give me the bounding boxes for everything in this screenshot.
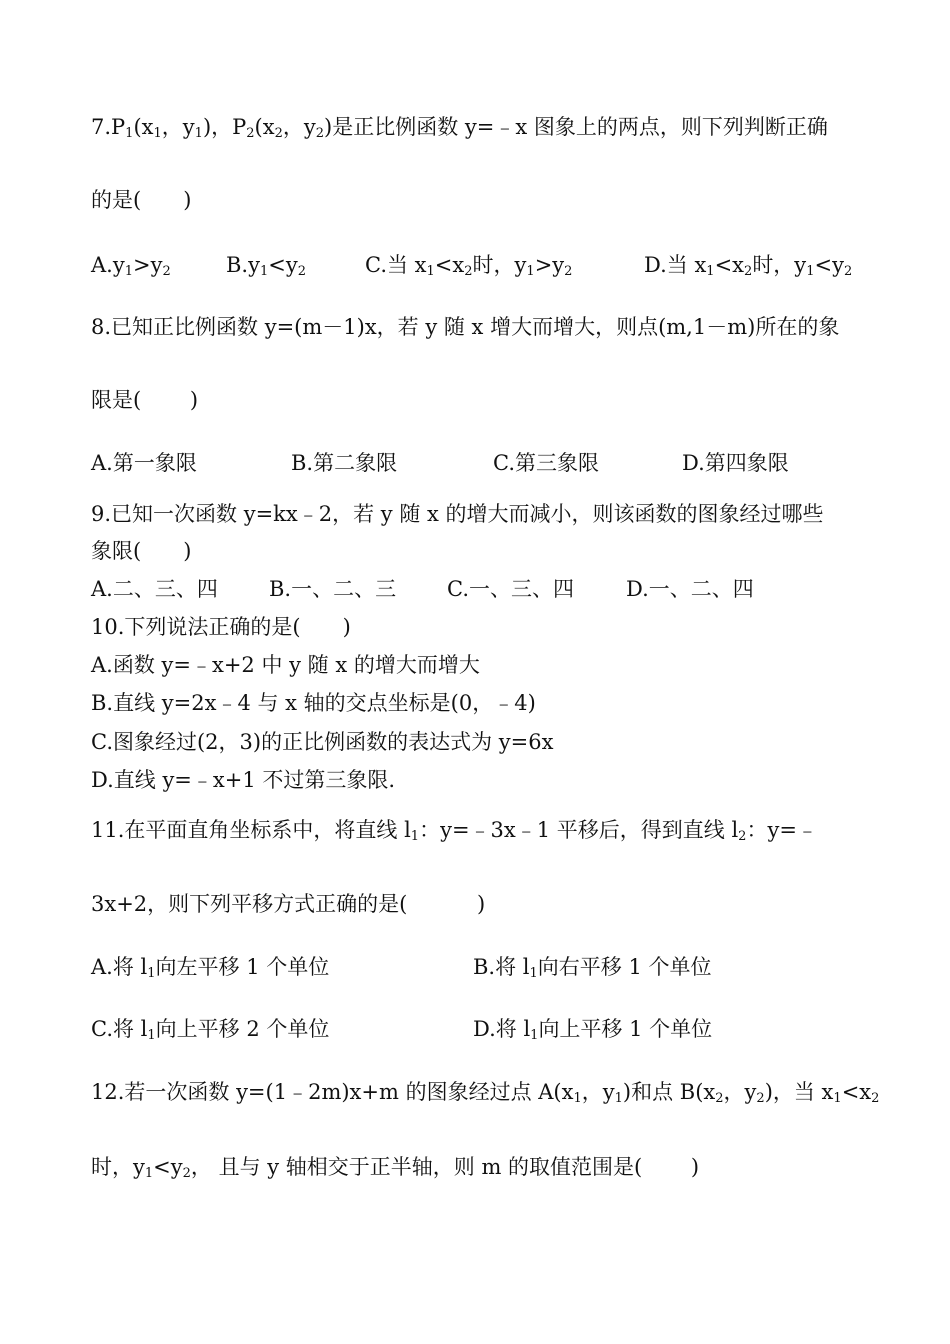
q7-option-c: C.当 $x_1<x_2$时，$y_1>y_2$ bbox=[365, 253, 573, 279]
q10-stem: 10.下列说法正确的是( ) bbox=[91, 615, 351, 639]
q7-stem-line1: $7.P_1(x_1$，$y_1$)，$P_2(x_2$，$y_2$)是正比例函数 y=﹣x 图象上的两点，则下列判断正确 bbox=[91, 115, 828, 141]
q10-option-c: C.图象经过(2，3)的正比例函数的表达式为 y=6x bbox=[91, 730, 554, 754]
q7-option-a: $A.y_1>y_2$ bbox=[91, 253, 171, 279]
q11-option-d: D.将 $l_1$向上平移 1 个单位 bbox=[473, 1017, 713, 1043]
q9-stem-line1: 9.已知一次函数 y=kx﹣2，若 y 随 x 的增大而减小，则该函数的图象经过哪些 bbox=[91, 502, 824, 526]
q11-stem-line2: 3x+2，则下列平移方式正确的是( ) bbox=[91, 892, 486, 916]
q9-option-b: B.一、二、三 bbox=[269, 577, 397, 601]
q9-option-d: D.一、二、四 bbox=[626, 577, 754, 601]
q7-option-b: $B.y_1<y_2$ bbox=[226, 253, 307, 279]
q11-option-b: B.将 $l_1$向右平移 1 个单位 bbox=[473, 955, 712, 981]
q8-option-c: C.第三象限 bbox=[493, 451, 599, 475]
q8-option-a: A.第一象限 bbox=[91, 451, 197, 475]
q9-option-a: A.二、三、四 bbox=[91, 577, 218, 601]
q9-option-c: C.一、三、四 bbox=[447, 577, 574, 601]
q10-option-d: D.直线 y=﹣x+1 不过第三象限. bbox=[91, 768, 396, 792]
q8-option-d: D.第四象限 bbox=[682, 451, 789, 475]
q9-stem-line2: 象限( ) bbox=[91, 539, 192, 563]
q10-option-a: A.函数 y=﹣x+2 中 y 随 x 的增大而增大 bbox=[91, 653, 480, 677]
q11-stem-line1: 11.在平面直角坐标系中，将直线 $l_1$：y=﹣3x﹣1 平移后，得到直线 $l_2$：y=﹣ bbox=[91, 818, 818, 844]
q8-stem-line2: 限是( ) bbox=[91, 388, 199, 412]
q11-option-a: A.将 $l_1$向左平移 1 个单位 bbox=[91, 955, 330, 981]
q12-stem-line1: 12.若一次函数 y=(1﹣2m)x+m 的图象经过点 $A(x_1$，$y_1$)和点 $B(x_2$，$y_2$)，当 $x_1<x_2$ bbox=[91, 1080, 880, 1106]
q12-stem-line2: 时，$y_1<y_2$， 且与 y 轴相交于正半轴，则 m 的取值范围是( ) bbox=[91, 1155, 700, 1181]
q10-option-b: B.直线 y=2x﹣4 与 x 轴的交点坐标是(0，﹣4) bbox=[91, 691, 536, 715]
q8-option-b: B.第二象限 bbox=[291, 451, 398, 475]
q7-option-d: D.当 $x_1<x_2$时，$y_1<y_2$ bbox=[644, 253, 853, 279]
q7-stem-line2: 的是( ) bbox=[91, 188, 192, 212]
q8-stem-line1: 8.已知正比例函数 y=(m－1)x，若 y 随 x 增大而增大，则点(m,1－m)所在的象 bbox=[91, 315, 840, 339]
q11-option-c: C.将 $l_1$向上平移 2 个单位 bbox=[91, 1017, 330, 1043]
